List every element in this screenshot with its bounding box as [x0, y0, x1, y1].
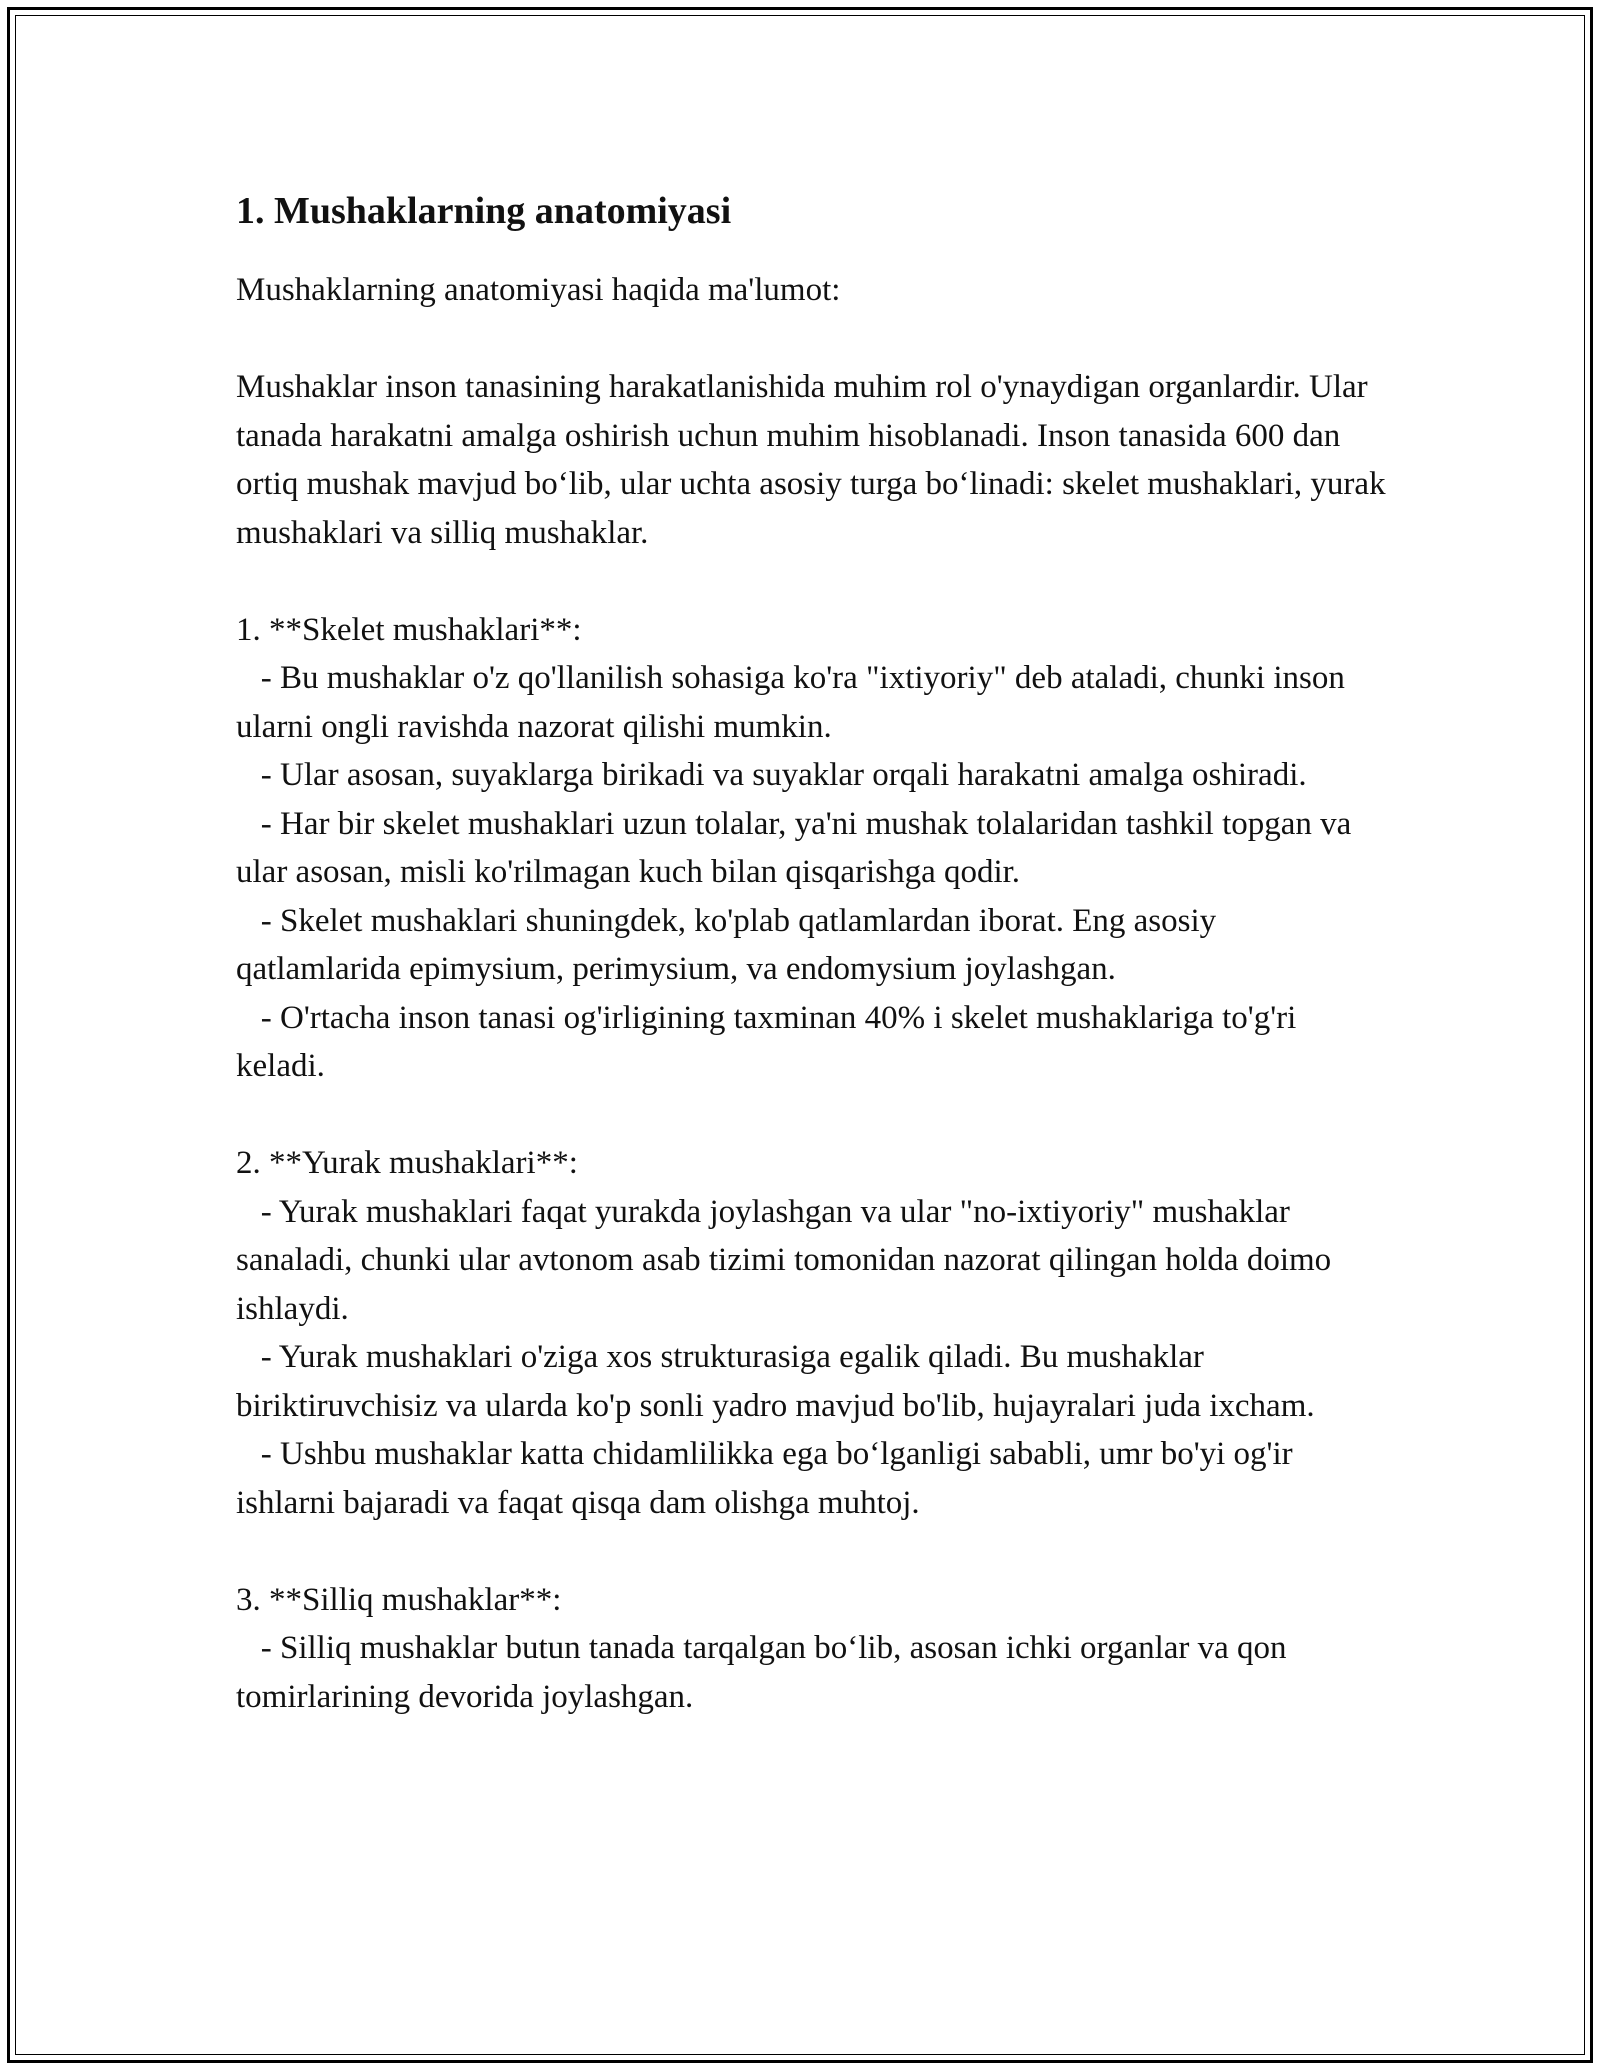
section-skeletal-muscles [236, 606, 1386, 1091]
intro-line: Mushaklarning anatomiyasi haqida ma'lumot: [236, 272, 841, 308]
bullet-item: - Har bir skelet mushaklari uzun tolalar, ya'ni mushak tolalaridan tashkil topgan va ular asosan, misli ko'rilmagan kuch bilan qisqarishga qodir. [236, 805, 1360, 890]
document-title: 1. Mushaklarning anatomiyasi [236, 190, 732, 232]
bullet-item: - Bu mushaklar o'z qo'llanilish sohasiga ko'ra "ixtiyoriy" deb ataladi, chunki inson ularni ongli ravishda nazorat qilishi mumkin. [236, 660, 1354, 745]
bullet-item: - Ular asosan, suyaklarga birikadi va suyaklar orqali harakatni amalga oshiradi. [236, 757, 1307, 793]
section-cardiac-muscles [236, 1139, 1386, 1527]
section-heading: 3. **Silliq mushaklar**: [236, 1581, 562, 1618]
intro-paragraph: Mushaklar inson tanasining harakatlanishida muhim rol o'ynaydigan organlardir. Ular tanada harakatni amalga oshirish uchun muhim hisoblanadi. Inson tanasida 600 dan ortiq mushak mavjud bo‘lib, ular uchta asosiy turga bo‘linadi: skelet mushaklari, yurak mushaklari va silliq mushaklar. [236, 369, 1386, 551]
section-heading: 1. **Skelet mushaklari**: [236, 611, 582, 648]
section-heading: 2. **Yurak mushaklari**: [236, 1145, 578, 1181]
bullet-item: - O'rtacha inson tanasi og'irligining taxminan 40% i skelet mushaklariga to'g'ri keladi. [236, 999, 1305, 1084]
document-body [236, 186, 1386, 1770]
bullet-item: - Ushbu mushaklar katta chidamlilikka ega bo‘lganligi sababli, umr bo'yi og'ir ishlarni bajaradi va faqat qisqa dam olishga muhtoj. [236, 1436, 1301, 1521]
bullet-item: - Yurak mushaklari faqat yurakda joylashgan va ular "no-ixtiyoriy" mushaklar sanaladi, chunki ular avtonom asab tizimi tomonidan nazorat qilingan holda doimo ishlaydi. [236, 1193, 1340, 1327]
bullet-item: - Silliq mushaklar butun tanada tarqalgan bo‘lib, asosan ichki organlar va qon tomirlarining devorida joylashgan. [236, 1630, 1295, 1715]
bullet-item: - Yurak mushaklari o'ziga xos strukturasiga egalik qiladi. Bu mushaklar biriktiruvchisiz va ularda ko'p sonli yadro mavjud bo'lib, hujayralari juda ixcham. [236, 1339, 1315, 1424]
bullet-item: - Skelet mushaklari shuningdek, ko'plab qatlamlardan iborat. Eng asosiy qatlamlarida epimysium, perimysium, va endomysium joylashgan. [236, 902, 1225, 987]
section-smooth-muscles [236, 1576, 1386, 1722]
